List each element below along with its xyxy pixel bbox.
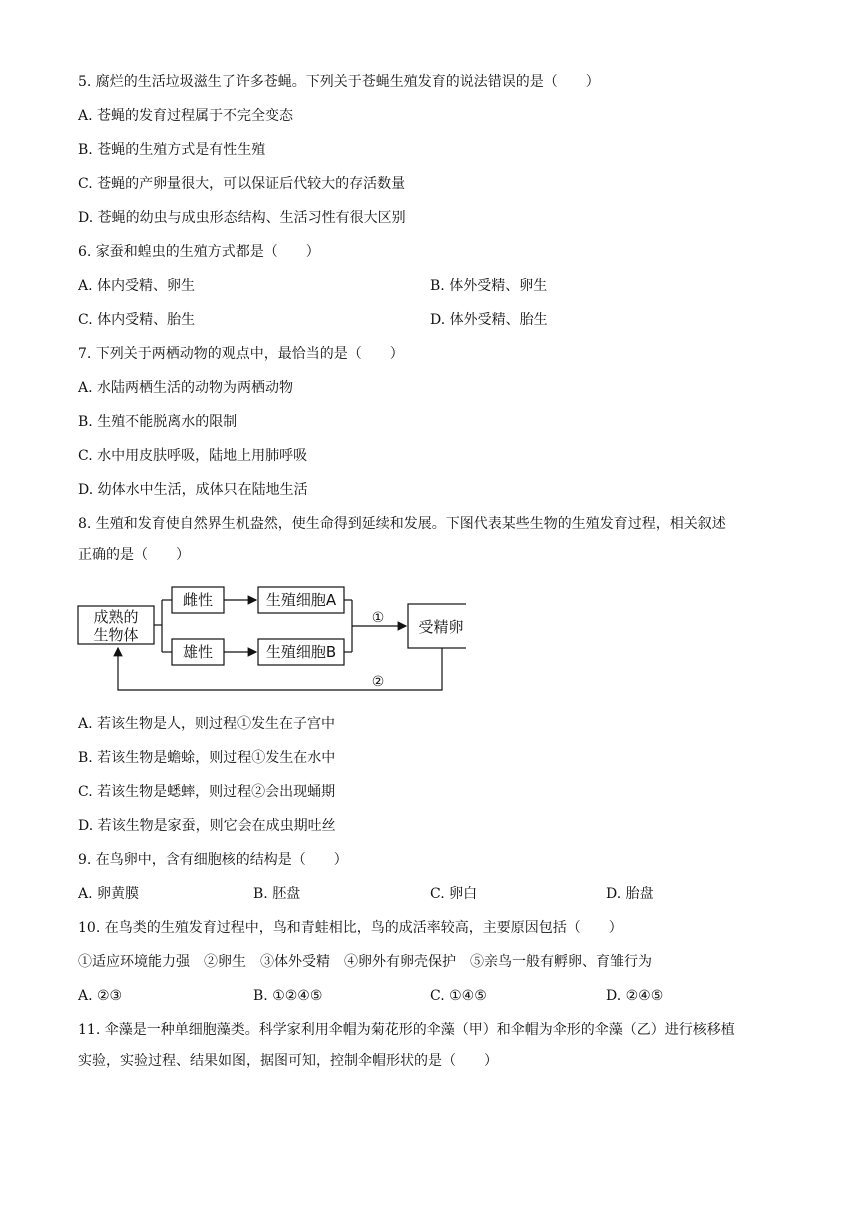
step-2-label: ②: [371, 674, 385, 690]
organism-label-line2: 生物体: [93, 626, 139, 644]
q10-stem: 10. 在鸟类的生殖发育过程中，鸟和青蛙相比，鸟的成活率较高，主要原因包括（ ）: [78, 920, 623, 936]
male-label: 雄性: [182, 643, 214, 661]
q7-option-c: C. 水中用皮肤呼吸，陆地上用肺呼吸: [78, 448, 308, 464]
q10-option-a: A. ②③: [78, 988, 123, 1004]
q7-stem: 7. 下列关于两栖动物的观点中，最恰当的是（ ）: [78, 346, 404, 362]
q6-option-a: A. 体内受精、卵生: [78, 278, 196, 294]
q7-option-b: B. 生殖不能脱离水的限制: [78, 414, 238, 430]
q5-stem: 5. 腐烂的生活垃圾滋生了许多苍蝇。下列关于苍蝇生殖发育的说法错误的是（ ）: [78, 74, 600, 90]
q7-option-d: D. 幼体水中生活，成体只在陆地生活: [78, 482, 308, 498]
q8-option-b: B. 若该生物是蟾蜍，则过程①发生在水中: [78, 750, 336, 766]
q5-option-b: B. 苍蝇的生殖方式是有性生殖: [78, 142, 266, 158]
q5-option-d: D. 苍蝇的幼虫与成虫形态结构、生活习性有很大区别: [78, 210, 406, 226]
q9-stem: 9. 在鸟卵中，含有细胞核的结构是（ ）: [78, 852, 348, 868]
cell-b-label: 生殖细胞B: [265, 643, 337, 661]
cell-a-label: 生殖细胞A: [265, 591, 337, 609]
q8-stem-line2: 正确的是（ ）: [78, 547, 190, 563]
q10-option-b: B. ①②④⑤: [253, 988, 323, 1004]
q10-statements: ①适应环境能力强 ②卵生 ③体外受精 ④卵外有卵壳保护 ⑤亲鸟一般有孵卵、育雏行为: [78, 954, 652, 970]
reproduction-flow-diagram: [76, 576, 466, 698]
q8-stem-line1: 8. 生殖和发育使自然界生机盎然，使生命得到延续和发展。下图代表某些生物的生殖发育过程，相关叙述: [78, 516, 726, 532]
q8-option-a: A. 若该生物是人，则过程①发生在子宫中: [78, 716, 336, 732]
organism-label-line1: 成熟的: [93, 608, 139, 626]
q9-option-c: C. 卵白: [430, 886, 478, 902]
q10-option-d: D. ②④⑤: [606, 988, 664, 1004]
q6-option-c: C. 体内受精、胎生: [78, 312, 196, 328]
q6-option-d: D. 体外受精、胎生: [430, 312, 548, 328]
zygote-label: 受精卵: [418, 618, 464, 636]
q7-option-a: A. 水陆两栖生活的动物为两栖动物: [78, 380, 294, 396]
female-label: 雌性: [182, 591, 214, 609]
q5-option-c: C. 苍蝇的产卵量很大，可以保证后代较大的存活数量: [78, 176, 406, 192]
q9-option-a: A. 卵黄膜: [78, 886, 140, 902]
q11-stem-line2: 实验，实验过程、结果如图，据图可知，控制伞帽形状的是（ ）: [78, 1053, 498, 1069]
q8-option-c: C. 若该生物是蟋蟀，则过程②会出现蛹期: [78, 784, 336, 800]
q6-stem: 6. 家蚕和蝗虫的生殖方式都是（ ）: [78, 244, 320, 260]
q6-option-b: B. 体外受精、卵生: [430, 278, 548, 294]
q8-option-d: D. 若该生物是家蚕，则它会在成虫期吐丝: [78, 818, 336, 834]
q10-option-c: C. ①④⑤: [430, 988, 487, 1004]
q11-stem-line1: 11. 伞藻是一种单细胞藻类。科学家利用伞帽为菊花形的伞藻（甲）和伞帽为伞形的伞藻（乙）进行核移植: [78, 1022, 735, 1038]
q9-option-b: B. 胚盘: [253, 886, 301, 902]
step-1-label: ①: [371, 610, 385, 626]
q5-option-a: A. 苍蝇的发育过程属于不完全变态: [78, 108, 294, 124]
q9-option-d: D. 胎盘: [606, 886, 654, 902]
